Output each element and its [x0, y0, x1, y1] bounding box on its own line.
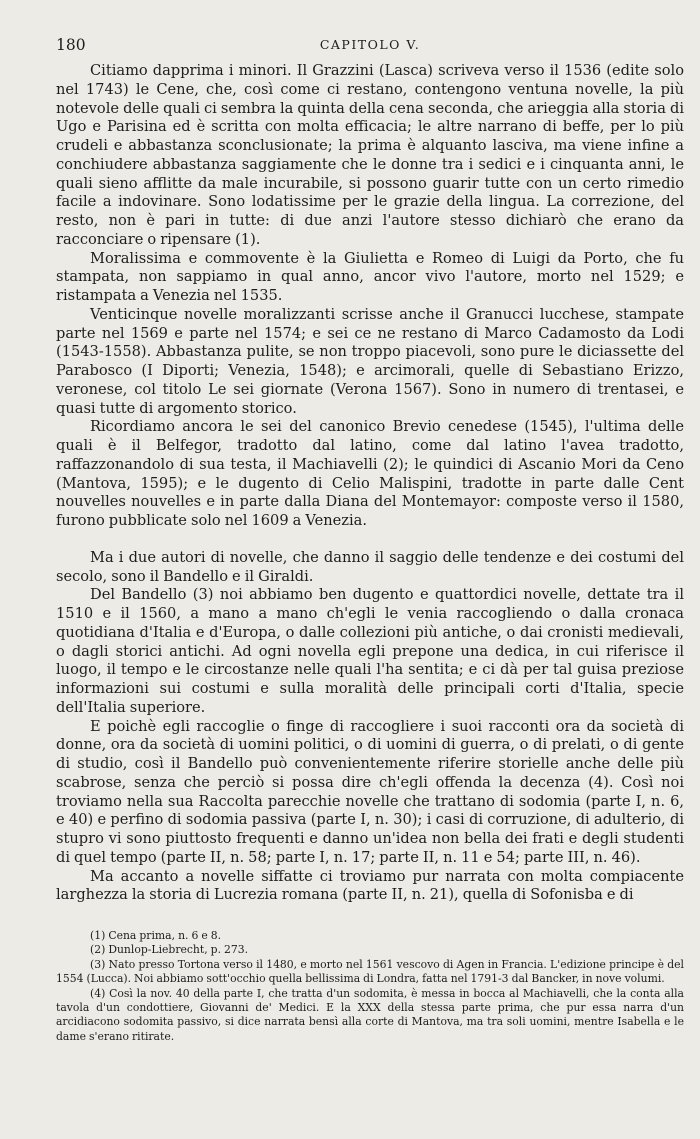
footnote: (3) Nato presso Tortona verso il 1480, e morto nel 1561 vescovo di Agen in Francia. L'edizione principe è del 1554 (Lucca). Noi abbiamo sott'occhio quella bellissima di Londra, fatta nel 1791-3 dal Bancker, in nove volumi. — [56, 957, 684, 986]
page-number: 180 — [56, 36, 86, 54]
paragraph: Moralissima e commovente è la Giulietta e Romeo di Luigi da Porto, che fu stampata, non sappiamo in qual anno, ancor vivo l'autore, morto nel 1529; e ristampata a Venezia nel 1535. — [56, 249, 684, 304]
paragraph: Citiamo dapprima i minori. Il Grazzini (Lasca) scriveva verso il 1536 (edite solo nel 1743) le Cene, che, così come ci restano, contengono ventuna novelle, la più notevole delle quali ci sembra la quinta della cena seconda, che arieggia alla storia di Ugo e Parisina ed è scritta con molta efficacia; le altre narrano di beffe, per lo più crudeli e abbastanza sconclusionate; la prima è alquanto lasciva, ma viene infine a conchiudere abbastanza saggiamente che le donne tra i sedici e i cinquanta anni, le quali sieno afflitte da male incurabile, si possono guarir tutte con un certo rimedio facile a indovinare. Sono lodatissime per le grazie della lingua. La correzione, del resto, non è pari in tutte: di due anzi l'autore stesso dichiarò che erano da racconciare o ripensare (1). — [56, 62, 684, 248]
footnote: (4) Così la nov. 40 della parte I, che tratta d'un sodomita, è messa in bocca al Machiavelli, che la conta alla tavola d'un condottiere, Giovanni de' Medici. E la XXX della stessa parte prima, che pur essa narra d'un arcidiacono sodomita passivo, si dice narrata bensì alla corte di Mantova, ma tra soli uomini, mentre Isabella e le dame s'erano ritirate. — [56, 986, 684, 1043]
paragraph: E poichè egli raccoglie o finge di raccogliere i suoi racconti ora da società di donne, ora da società di uomini politici, o di uomini di guerra, o di prelati, o di gente di studio, così il Bandello può convenientemente riferire storielle anche delle più scabrose, senza che perciò si possa dire ch'egli offenda la decenza (4). Così noi troviamo nella sua Raccolta parecchie novelle che trattano di sodomia (parte I, n. 6, e 40) e perfino di sodomia passiva (parte I, n. 30); i casi di corruzione, di adulterio, di stupro vi sono piuttosto frequenti e danno un'idea non bella dei frati e degli studenti di quel tempo (parte II, n. 58; parte I, n. 17; parte II, n. 11 e 54; parte III, n. 46). — [56, 717, 684, 866]
paragraph: Ricordiamo ancora le sei del canonico Brevio cenedese (1545), l'ultima delle quali è il Belfegor, tradotto dal latino, come dal latino l'avea tradotto, raffazzonandolo di sua testa, il Machiavelli (2); le quindici di Ascanio Mori da Ceno (Mantova, 1595); e le dugento di Celio Malispini, tradotte in parte dalle Cent nouvelles nouvelles e in parte dalla Diana del Montemayor: composte verso il 1580, furono pubblicate solo nel 1609 a Venezia. — [56, 418, 684, 529]
paragraph: Ma accanto a novelle siffatte ci troviamo pur narrata con molta compiacente larghezza la storia di Lucrezia romana (parte II, n. 21), quella di Sofonisba e di — [56, 867, 684, 904]
paragraph: Del Bandello (3) noi abbiamo ben dugento e quattordici novelle, dettate tra il 1510 e il 1560, a mano a mano ch'egli le venia raccogliendo o dalla cronaca quotidiana d'Italia e d'Europa, o dalle collezioni più antiche, o dai cronisti medievali, o dagli storici antichi. Ad ogni novella egli prepone una dedica, in cui riferisce il luogo, il tempo e le circostanze nelle quali l'ha sentita; e ci dà per tal guisa preziose informazioni sui costumi e sulla moralità delle principali corti d'Italia, specie dell'Italia superiore. — [56, 586, 684, 716]
paragraph: Venticinque novelle moralizzanti scrisse anche il Granucci lucchese, stampate parte nel 1569 e parte nel 1574; e sei ce ne restano di Marco Cadamosto da Lodi (1543-1558). Abbastanza pulite, se non troppo piacevoli, sono pure le diciassette del Parabosco (I Diporti; Venezia, 1548); e arcimorali, quelle di Sebastiano Erizzo, veronese, col titolo Le sei giornate (Verona 1567). Sono in numero di trentasei, e quasi tutte di argomento storico. — [56, 305, 684, 417]
footnote: (2) Dunlop-Liebrecht, p. 273. — [90, 943, 249, 957]
footnote: (1) Cena prima, n. 6 e 8. — [90, 929, 222, 942]
paragraph: Ma i due autori di novelle, che danno il saggio delle tendenze e dei costumi del secolo, sono il Bandello e il Giraldi. — [56, 548, 684, 585]
running-head — [56, 36, 684, 58]
chapter-title: CAPITOLO V. — [319, 37, 421, 52]
body-text — [56, 62, 684, 905]
footnotes — [56, 929, 684, 1044]
